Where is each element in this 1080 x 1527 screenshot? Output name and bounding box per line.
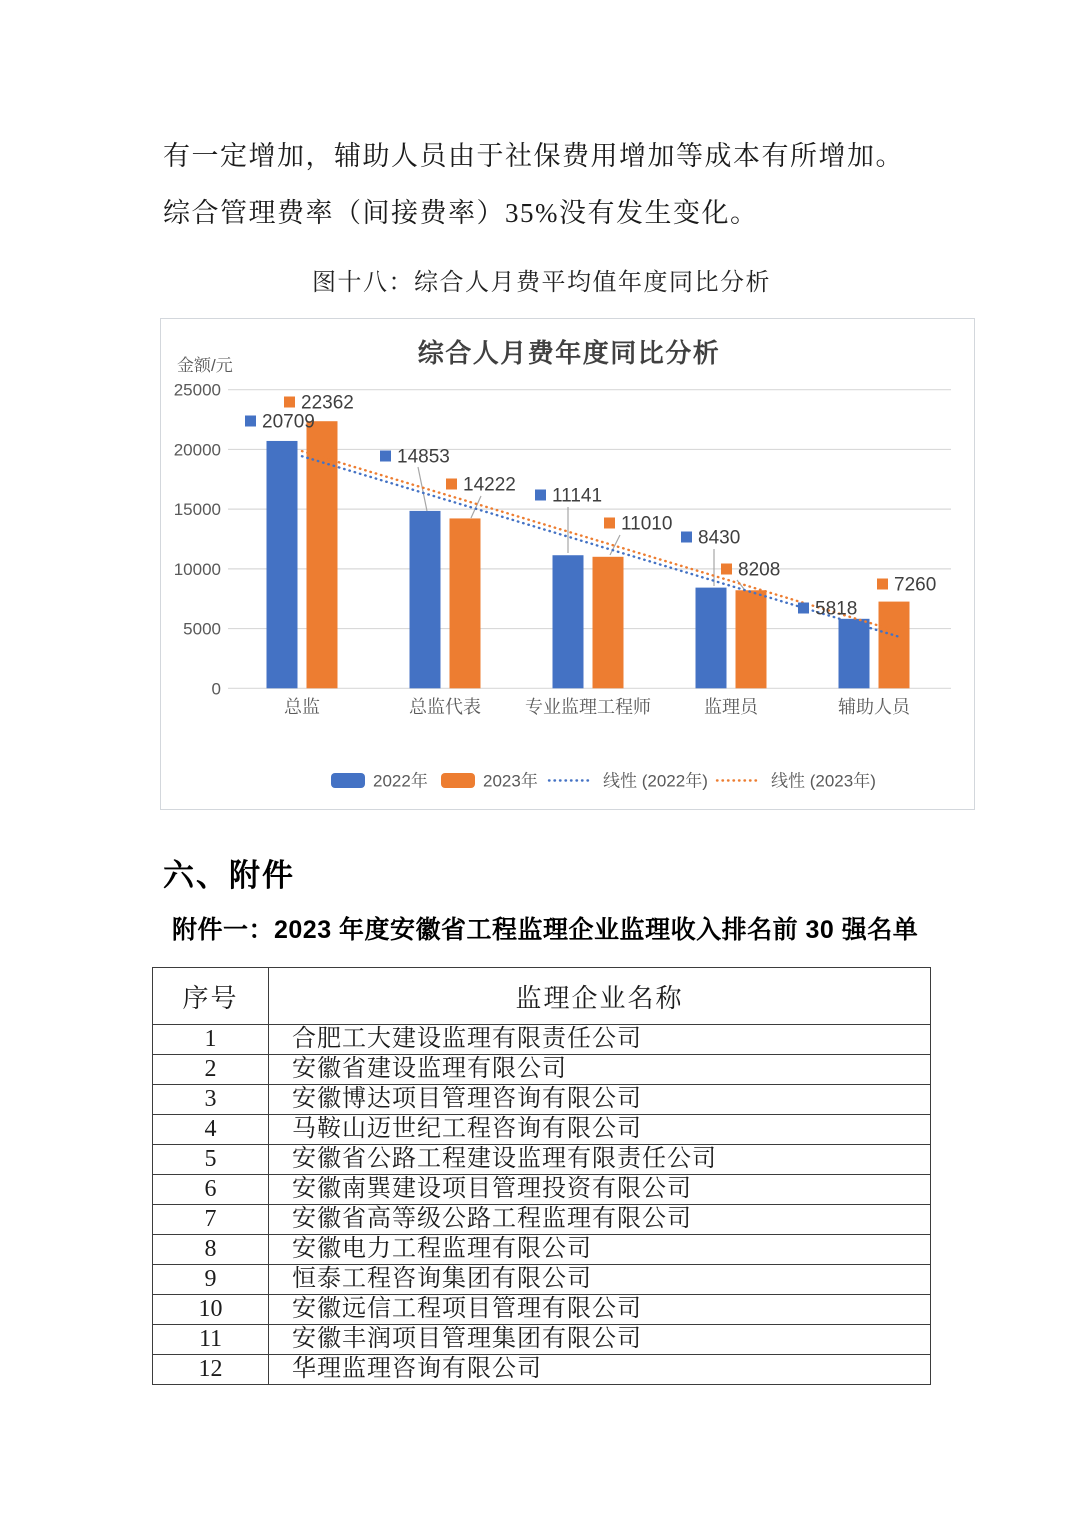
bar-2023 <box>450 518 481 688</box>
chart <box>160 318 975 810</box>
header-rank: 序号 <box>153 968 269 1025</box>
x-category-label: 监理员 <box>704 697 758 717</box>
data-label-marker <box>681 532 692 543</box>
bar-2022 <box>410 511 441 688</box>
y-tick-label: 10000 <box>173 559 221 579</box>
data-label-marker <box>446 479 457 490</box>
section-heading: 六、附件 <box>163 858 295 893</box>
bar-2023 <box>736 590 767 688</box>
table-row <box>153 1025 931 1055</box>
table-row <box>153 1085 931 1115</box>
bar-2022 <box>839 619 870 688</box>
table-row <box>153 1265 931 1295</box>
data-label: 11141 <box>552 485 603 507</box>
legend-label-2022: 2022年 <box>373 771 428 791</box>
data-label: 8208 <box>738 559 781 581</box>
company-cell: 安徽远信工程项目管理有限公司 <box>269 1295 931 1325</box>
y-tick-label: 0 <box>211 679 221 699</box>
company-cell: 华理监理咨询有限公司 <box>269 1355 931 1385</box>
company-cell: 恒泰工程咨询集团有限公司 <box>269 1265 931 1295</box>
data-label-marker <box>877 579 888 590</box>
rank-cell: 7 <box>153 1205 269 1235</box>
data-label: 5818 <box>815 598 858 620</box>
label-leader-line <box>471 496 481 518</box>
table-body <box>153 1025 931 1385</box>
legend-swatch-2022 <box>331 773 365 788</box>
x-category-label: 总监 <box>284 697 320 717</box>
x-category-label: 辅助人员 <box>838 697 910 717</box>
y-tick-label: 15000 <box>173 500 221 520</box>
data-label: 14222 <box>463 474 516 496</box>
data-label-marker <box>380 451 391 462</box>
table-row <box>153 1145 931 1175</box>
x-category-label: 专业监理工程师 <box>525 697 651 717</box>
company-cell: 合肥工大建设监理有限责任公司 <box>269 1025 931 1055</box>
rank-cell: 1 <box>153 1025 269 1055</box>
y-axis-label: 金额/元 <box>177 356 233 375</box>
data-label: 20709 <box>262 411 315 433</box>
bar-2022 <box>267 441 298 688</box>
company-cell: 安徽博达项目管理咨询有限公司 <box>269 1085 931 1115</box>
table-row <box>153 1325 931 1355</box>
company-cell: 安徽南巽建设项目管理投资有限公司 <box>269 1175 931 1205</box>
x-category-label: 总监代表 <box>409 697 481 717</box>
chart-title: 综合人月费年度同比分析 <box>417 338 721 368</box>
header-company: 监理企业名称 <box>269 968 931 1025</box>
label-leader-line <box>418 467 427 511</box>
data-label: 11010 <box>621 513 673 535</box>
company-cell: 安徽电力工程监理有限公司 <box>269 1235 931 1265</box>
table-row <box>153 1295 931 1325</box>
bar-2022 <box>696 588 727 689</box>
table-row <box>153 1115 931 1145</box>
data-label: 8430 <box>698 527 741 549</box>
data-label-marker <box>604 518 615 529</box>
legend-label-trend-2022: 线性 (2022年) <box>603 771 708 791</box>
data-label-marker <box>798 603 809 614</box>
company-cell: 安徽省公路工程建设监理有限责任公司 <box>269 1145 931 1175</box>
legend-label-2023: 2023年 <box>483 771 538 791</box>
table-row <box>153 1205 931 1235</box>
rank-cell: 10 <box>153 1295 269 1325</box>
y-tick-label: 25000 <box>173 380 221 400</box>
bar-2022 <box>553 555 584 688</box>
data-label-marker <box>284 397 295 408</box>
data-label-marker <box>721 564 732 575</box>
rank-cell: 3 <box>153 1085 269 1115</box>
bar-2023 <box>879 602 910 689</box>
table-row <box>153 1235 931 1265</box>
data-label: 7260 <box>894 574 937 596</box>
table-row <box>153 1355 931 1385</box>
attachment-title: 附件一：2023 年度安徽省工程监理企业监理收入排名前 30 强名单 <box>172 916 919 944</box>
company-cell: 马鞍山迈世纪工程咨询有限公司 <box>269 1115 931 1145</box>
chart-svg <box>161 319 974 809</box>
rank-cell: 2 <box>153 1055 269 1085</box>
company-cell: 安徽丰润项目管理集团有限公司 <box>269 1325 931 1355</box>
rank-cell: 9 <box>153 1265 269 1295</box>
legend-swatch-2023 <box>441 773 475 788</box>
table-row <box>153 1055 931 1085</box>
rank-cell: 5 <box>153 1145 269 1175</box>
legend-label-trend-2023: 线性 (2023年) <box>771 771 876 791</box>
data-label-marker <box>535 490 546 501</box>
table-header-row <box>153 968 931 1025</box>
y-tick-label: 20000 <box>173 440 221 460</box>
rank-cell: 11 <box>153 1325 269 1355</box>
figure-caption: 图十八：综合人月费平均值年度同比分析 <box>312 270 771 296</box>
rank-cell: 12 <box>153 1355 269 1385</box>
body-paragraph-line-1: 有一定增加，辅助人员由于社保费用增加等成本有所增加。 <box>163 141 904 171</box>
company-cell: 安徽省高等级公路工程监理有限公司 <box>269 1205 931 1235</box>
data-label: 22362 <box>301 392 354 414</box>
data-label: 14853 <box>397 446 450 468</box>
ranking-table <box>152 967 931 1385</box>
data-label-marker <box>245 416 256 427</box>
body-paragraph-line-2: 综合管理费率（间接费率）35%没有发生变化。 <box>163 198 759 228</box>
rank-cell: 4 <box>153 1115 269 1145</box>
table-row <box>153 1175 931 1205</box>
bar-2023 <box>593 557 624 689</box>
y-tick-label: 5000 <box>183 619 221 639</box>
company-cell: 安徽省建设监理有限公司 <box>269 1055 931 1085</box>
rank-cell: 6 <box>153 1175 269 1205</box>
rank-cell: 8 <box>153 1235 269 1265</box>
